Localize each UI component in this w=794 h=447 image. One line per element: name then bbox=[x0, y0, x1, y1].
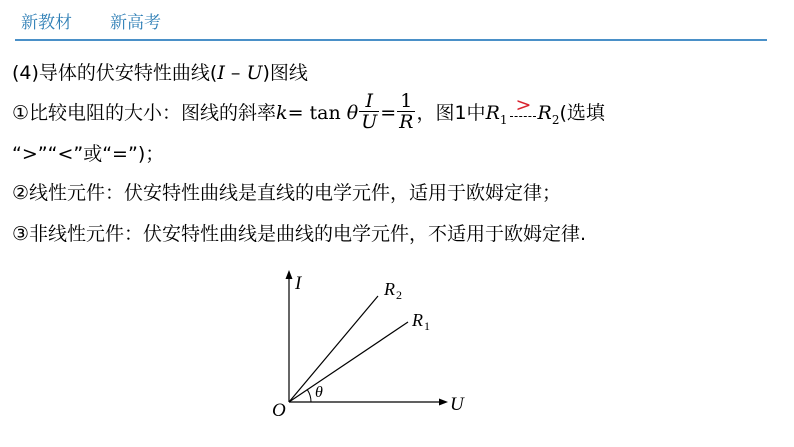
r2-label-sub: 2 bbox=[396, 288, 402, 302]
fraction-1-over-r bbox=[397, 91, 415, 132]
header-divider bbox=[15, 39, 767, 41]
iu-graph bbox=[262, 262, 472, 422]
tab-new-exam[interactable]: 新高考 bbox=[110, 13, 161, 33]
r1-label-sub: 1 bbox=[424, 319, 430, 333]
title-var-u: U bbox=[246, 62, 263, 84]
item-1-continued: “>”“<”或“=”)； bbox=[12, 143, 165, 165]
origin-label: O bbox=[272, 400, 286, 421]
angle-arc bbox=[307, 390, 311, 402]
item-3: ③非线性元件：伏安特性曲线是曲线的电学元件，不适用于欧姆定律. bbox=[12, 223, 587, 245]
item1-prefix: ①比较电阻的大小：图线的斜率 bbox=[12, 102, 277, 124]
frac2-num: 1 bbox=[397, 91, 415, 112]
header bbox=[0, 0, 794, 40]
x-axis-arrow bbox=[439, 399, 448, 406]
title-suffix: )图线 bbox=[262, 62, 308, 84]
frac1-den: U bbox=[361, 111, 378, 133]
r2-symbol: R bbox=[537, 102, 552, 124]
title-prefix: (4)导体的伏安特性曲线( bbox=[12, 62, 218, 84]
y-axis-label: I bbox=[295, 273, 302, 294]
title-var-i: I bbox=[217, 62, 225, 84]
title-dash: – bbox=[224, 62, 247, 84]
slope-k: k bbox=[276, 102, 288, 124]
line-r1 bbox=[289, 322, 408, 402]
tan-eq: = tan bbox=[287, 102, 347, 124]
tab-new-textbook[interactable]: 新教材 bbox=[21, 13, 72, 33]
frac2-den: R bbox=[399, 111, 414, 133]
item-2: ②线性元件：伏安特性曲线是直线的电学元件，适用于欧姆定律； bbox=[12, 182, 562, 204]
r2-label: R bbox=[384, 279, 395, 299]
answer-greater: > bbox=[515, 94, 532, 116]
section-title bbox=[12, 58, 308, 85]
frac1-num: I bbox=[359, 91, 379, 112]
r1-subscript: 1 bbox=[499, 112, 508, 127]
y-axis-arrow bbox=[286, 270, 293, 279]
r1-symbol: R bbox=[485, 102, 500, 124]
r2-subscript: 2 bbox=[551, 112, 560, 127]
item-1 bbox=[12, 90, 605, 134]
answer-blank bbox=[508, 94, 538, 124]
r1-label: R bbox=[412, 310, 423, 330]
blank-line bbox=[510, 116, 536, 117]
x-axis-label: U bbox=[450, 394, 464, 415]
theta-symbol: θ bbox=[346, 102, 359, 124]
item1-mid: ，图1中 bbox=[416, 102, 486, 124]
item1-suffix: (选填 bbox=[559, 102, 605, 124]
equals-sign: = bbox=[380, 102, 397, 124]
line-r2 bbox=[289, 296, 378, 402]
fraction-i-over-u bbox=[359, 91, 379, 132]
angle-label: θ bbox=[315, 384, 323, 401]
